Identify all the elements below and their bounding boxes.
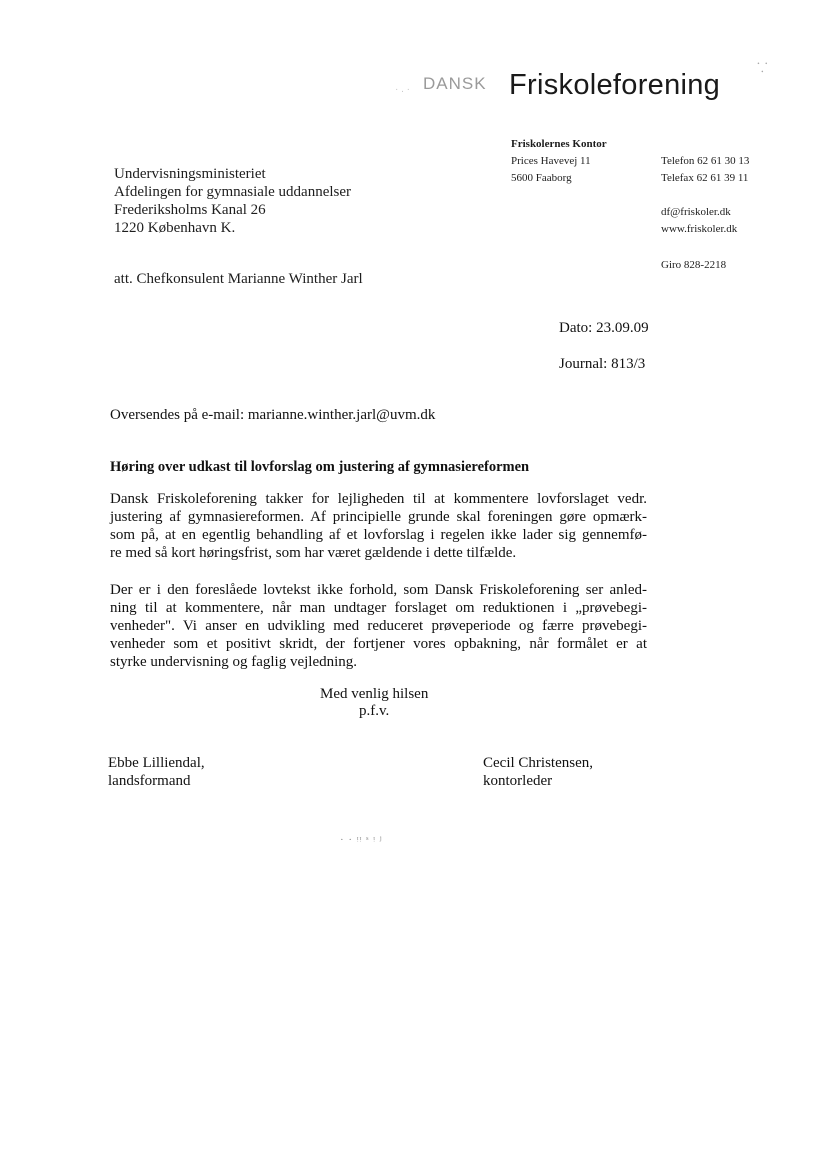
paragraph-line: som på, at en egentlig behandling af et lovforslag i regelen ikke lader sig gennemfø- — [110, 527, 647, 543]
letter-date: Dato: 23.09.09 — [559, 320, 649, 336]
sender-city: 5600 Faaborg — [511, 172, 572, 184]
closing-greeting: Med venlig hilsen — [320, 686, 429, 702]
logo-prefix: DANSK — [423, 74, 487, 93]
paragraph-line: venheder som et positivt skridt, der fortjener vores opbakning, når formålet er at — [110, 636, 647, 652]
sender-phone: Telefon 62 61 30 13 — [661, 155, 750, 167]
letter-subject: Høring over udkast til lovforslag om justering af gymnasiereformen — [110, 459, 530, 475]
recipient-line-3: Frederiksholms Kanal 26 — [114, 202, 266, 218]
paragraph-line: re med så kort høringsfrist, som har været gældende i dette tilfælde. — [110, 545, 517, 561]
signatory-left-name: Ebbe Lilliendal, — [108, 755, 205, 771]
paragraph-line: justering af gymnasiereformen. Af principielle grunde skal foreningen gøre opmærk- — [110, 509, 647, 525]
recipient-line-2: Afdelingen for gymnasiale uddannelser — [114, 184, 352, 200]
paragraph-line: ning til at kommentere, når man undtager forslaget om reduktionen i „prøvebegi- — [110, 600, 647, 616]
recipient-attention: att. Chefkonsulent Marianne Winther Jarl — [114, 271, 363, 287]
organization-logo — [395, 60, 795, 110]
signatory-left-role: landsformand — [108, 773, 191, 789]
recipient-line-1: Undervisningsministeriet — [114, 166, 266, 182]
scan-smudge: · · ᵎᵎ ˢ ᵎ ʲ — [340, 834, 383, 846]
sender-website: www.friskoler.dk — [661, 223, 738, 235]
paragraph-line: Der er i den foreslåede lovtekst ikke forhold, som Dansk Friskoleforening ser anled- — [110, 582, 647, 598]
sender-office-name: Friskolernes Kontor — [511, 138, 607, 150]
recipient-line-4: 1220 København K. — [114, 220, 236, 236]
sender-fax: Telefax 62 61 39 11 — [661, 172, 749, 184]
signatory-right-name: Cecil Christensen, — [483, 755, 593, 771]
paragraph-line: Dansk Friskoleforening takker for lejligheden til at kommentere lovforslaget vedr. — [110, 491, 647, 507]
paragraph-line: venheder". Vi anser en udvikling med reduceret prøveperiode og færre prøvebegi- — [110, 618, 647, 634]
sent-via-email: Oversendes på e-mail: marianne.winther.jarl@uvm.dk — [110, 407, 436, 423]
body-paragraph-2 — [110, 581, 647, 671]
logo-name: Friskoleforening — [509, 69, 721, 101]
signatory-right-role: kontorleder — [483, 773, 553, 789]
paragraph-line: styrke undervisning og faglig vejledning. — [110, 654, 358, 670]
journal-number: Journal: 813/3 — [559, 356, 646, 372]
closing-pfv: p.f.v. — [359, 703, 390, 719]
logo-mark: ⸪ — [757, 60, 768, 75]
sender-street: Prices Havevej 11 — [511, 155, 591, 167]
sender-email: df@friskoler.dk — [661, 206, 731, 218]
body-paragraph-1 — [110, 490, 647, 562]
sender-giro: Giro 828-2218 — [661, 259, 727, 271]
logo-speckle: · . · — [395, 84, 410, 95]
